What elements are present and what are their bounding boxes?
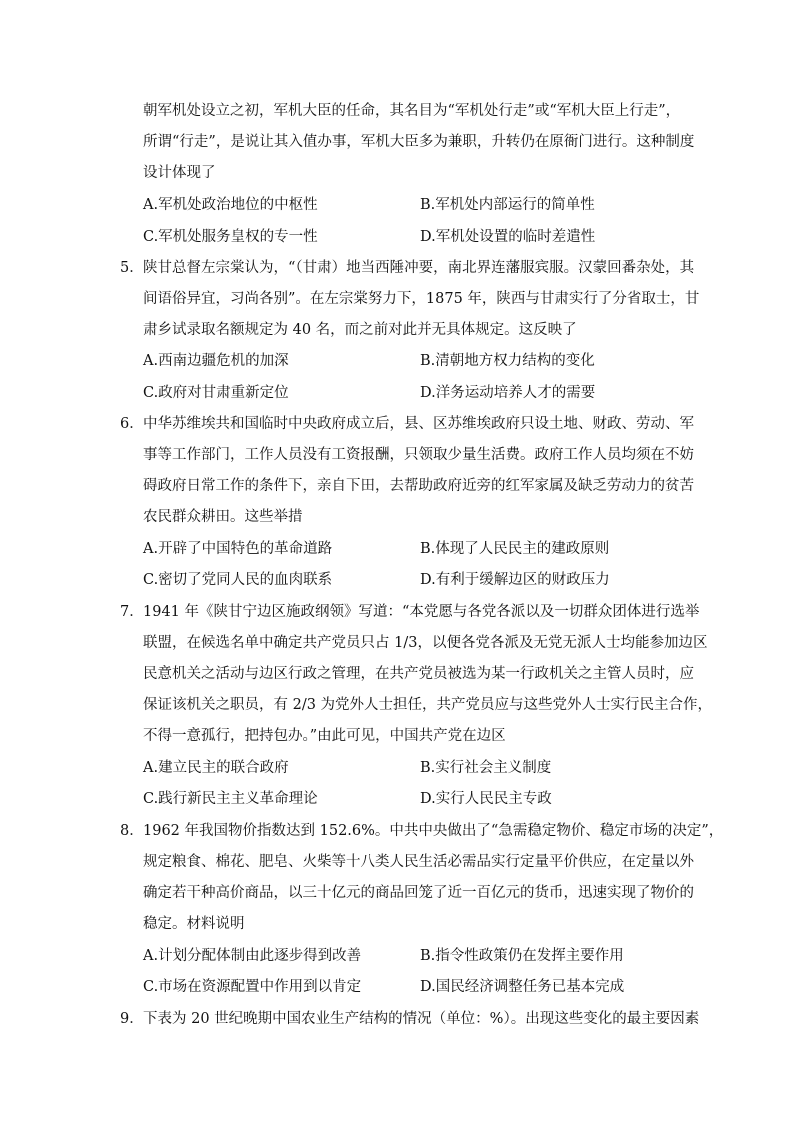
q8-number: 8．	[120, 823, 144, 839]
q6-stem-line: 碍政府日常工作的条件下，亲自下田，去帮助政府近旁的红军家属及缺乏劳动力的贫苦	[143, 478, 694, 494]
q5-stem-line: 陕甘总督左宗棠认为，“（甘肃）地当西陲冲要，南北界连藩服宾服。汉蒙回番杂处，其	[143, 260, 695, 276]
q7-stem-line: 保证该机关之职员，有 2/3 为党外人士担任，共产党员应与这些党外人士实行民主合作，	[143, 697, 713, 713]
q7-number: 7．	[120, 604, 144, 620]
q4-stem-line: 朝军机处设立之初，军机大臣的任命，其名目为“军机处行走”或“军机大臣上行走”，	[143, 103, 681, 119]
q4-option-d: D.军机处设置的临时差遣性	[420, 229, 596, 245]
q4-option-c: C.军机处服务皇权的专一性	[143, 229, 318, 245]
q4-option-b: B.军机处内部运行的简单性	[420, 197, 595, 213]
q6-stem-line: 事等工作部门，工作人员没有工资报酬，只领取少量生活费。政府工作人员均须在不妨	[143, 447, 694, 463]
q8-stem-line: 1962 年我国物价指数达到 152.6%。中共中央做出了“急需稳定物价、稳定市场的决定”，	[143, 823, 724, 839]
q6-stem-line: 农民群众耕田。这些举措	[143, 509, 303, 525]
q7-stem-line: 1941 年《陕甘宁边区施政纲领》写道：“本党愿与各党各派以及一切群众团体进行选举	[143, 604, 700, 620]
q8-stem-line: 规定粮食、棉花、肥皂、火柴等十八类人民生活必需品实行定量平价供应，在定量以外	[143, 854, 694, 870]
q7-option-b: B.实行社会主义制度	[420, 760, 552, 776]
q5-stem-line: 间语俗异宜，习尚各别”。在左宗棠努力下，1875 年，陕西与甘肃实行了分省取士，甘	[143, 291, 700, 307]
q6-stem-line: 中华苏维埃共和国临时中央政府成立后，县、区苏维埃政府只设土地、财政、劳动、军	[143, 416, 694, 432]
q5-number: 5．	[120, 260, 144, 276]
q7-stem-line: 民意机关之活动与边区行政之管理，在共产党员被选为某一行政机关之主管人员时，应	[143, 666, 694, 682]
q5-option-c: C.政府对甘肃重新定位	[143, 385, 289, 401]
q6-number: 6．	[120, 416, 144, 432]
q5-option-a: A.西南边疆危机的加深	[143, 353, 289, 369]
q6-option-b: B.体现了人民民主的建政原则	[420, 541, 610, 557]
q8-option-b: B.指令性政策仍在发挥主要作用	[420, 948, 624, 964]
q5-option-d: D.洋务运动培养人才的需要	[420, 385, 596, 401]
q8-stem-line: 稳定。材料说明	[143, 916, 245, 932]
q5-stem-line: 肃乡试录取名额规定为 40 名，而之前对此并无具体规定。这反映了	[143, 322, 577, 338]
q4-stem-line: 所谓“行走”，是说让其入值办事，军机大臣多为兼职，升转仍在原衙门进行。这种制度	[143, 134, 695, 150]
q7-stem-line: 联盟，在候选名单中确定共产党员只占 1/3，以便各党各派及无党无派人士均能参加边区	[143, 635, 708, 651]
q9-number: 9．	[120, 1011, 144, 1027]
q8-option-c: C.市场在资源配置中作用到以肯定	[143, 979, 362, 995]
q8-option-a: A.计划分配体制由此逐步得到改善	[143, 948, 362, 964]
q6-option-c: C.密切了党同人民的血肉联系	[143, 572, 333, 588]
q7-option-c: C.践行新民主主义革命理论	[143, 791, 318, 807]
q7-option-a: A.建立民主的联合政府	[143, 760, 289, 776]
q6-option-a: A.开辟了中国特色的革命道路	[143, 541, 333, 557]
q7-option-d: D.实行人民民主专政	[420, 791, 552, 807]
q8-option-d: D.国民经济调整任务已基本完成	[420, 979, 625, 995]
q6-option-d: D.有利于缓解边区的财政压力	[420, 572, 610, 588]
q7-stem-line: 不得一意孤行，把持包办。”由此可见，中国共产党在边区	[143, 728, 506, 744]
q9-stem-line: 下表为 20 世纪晚期中国农业生产结构的情况（单位：%）。出现这些变化的最主要因素	[143, 1011, 700, 1027]
q4-stem-line: 设计体现了	[143, 165, 216, 181]
q4-option-a: A.军机处政治地位的中枢性	[143, 197, 318, 213]
q5-option-b: B.清朝地方权力结构的变化	[420, 353, 595, 369]
q8-stem-line: 确定若干种高价商品，以三十亿元的商品回笼了近一百亿元的货币，迅速实现了物价的	[143, 885, 694, 901]
